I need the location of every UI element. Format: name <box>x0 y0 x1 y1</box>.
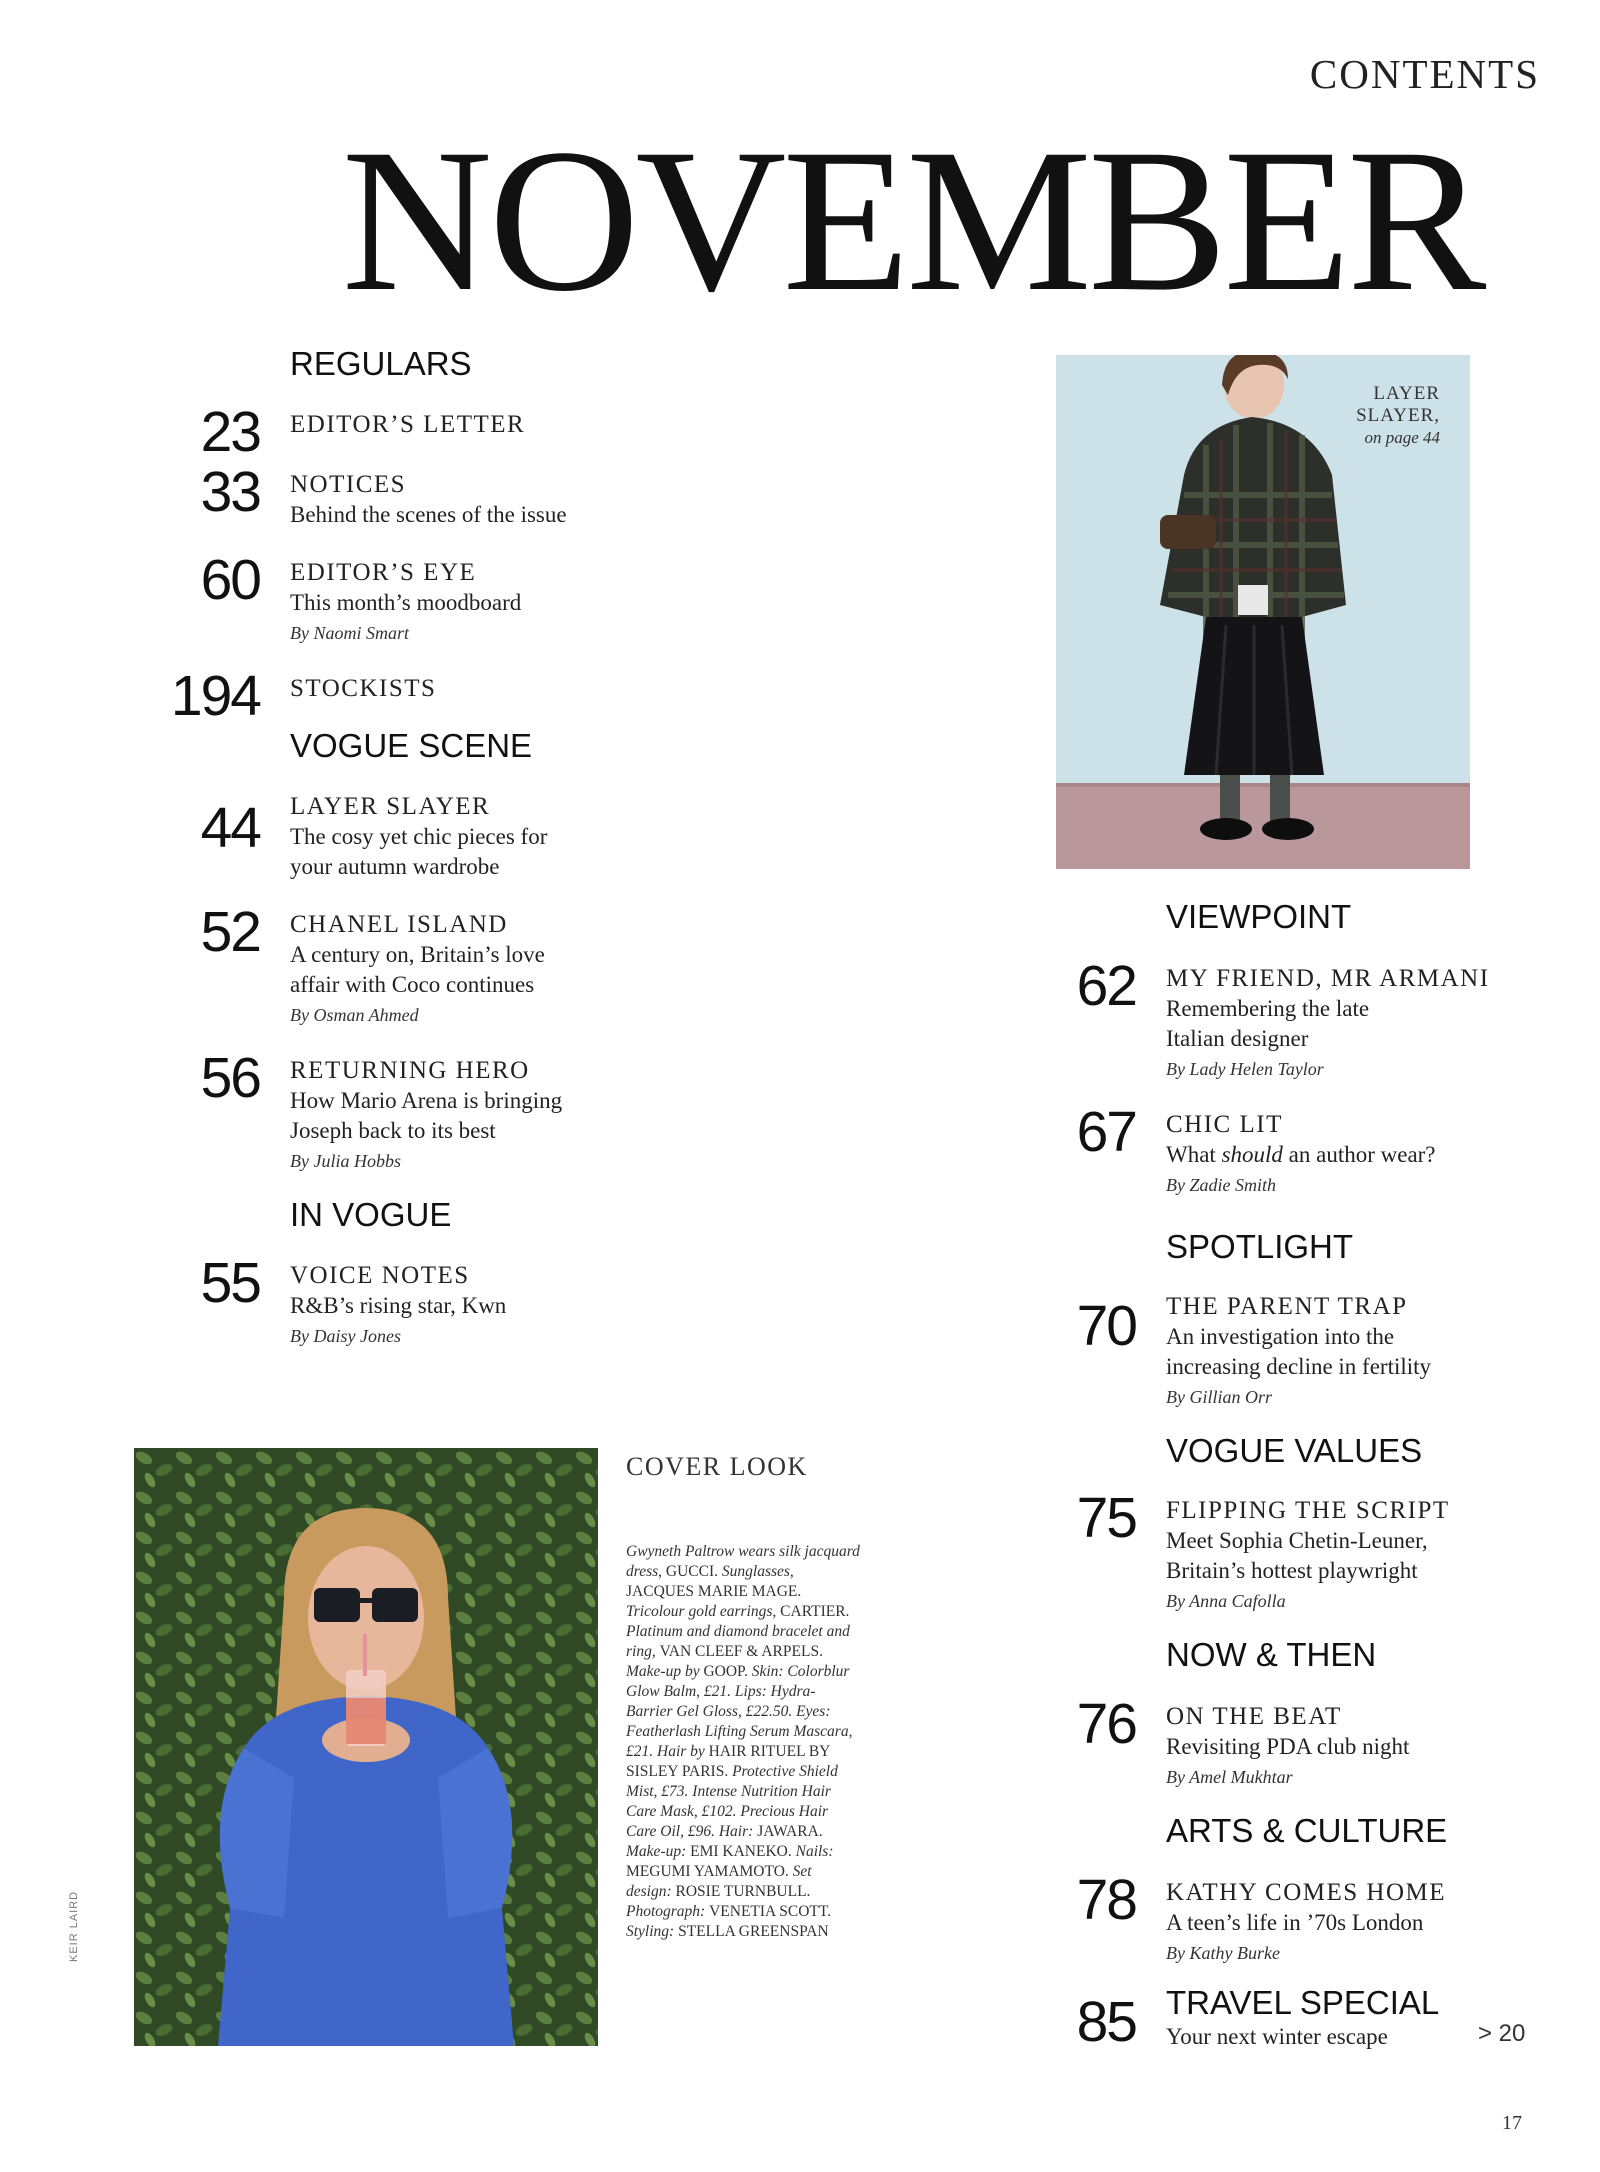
entry-title: VOICE NOTES <box>290 1262 470 1289</box>
credit-run: VAN CLEEF & ARPELS. <box>659 1643 823 1660</box>
entry-description: Behind the scenes of the issue <box>290 502 567 527</box>
entry-byline: By Daisy Jones <box>290 1326 401 1346</box>
page-number: 33 <box>200 460 260 524</box>
toc-entry[interactable] <box>1076 1486 1586 1616</box>
credit-run: Sunglasses, <box>721 1563 794 1580</box>
entry-description: What should an author wear? <box>1166 1142 1436 1167</box>
entry-description: An investigation into the increasing decline in fertility <box>1166 1324 1432 1379</box>
entry-title: NOTICES <box>290 471 407 498</box>
credit-run: MEGUMI YAMAMOTO. <box>626 1863 793 1880</box>
entry-description: How Mario Arena is bringing Joseph back to its best <box>290 1088 563 1143</box>
page-number: 76 <box>1076 1692 1136 1756</box>
section-heading-arts-and-culture: ARTS & CULTURE <box>1166 1812 1448 1849</box>
page-number: 56 <box>200 1046 260 1110</box>
cover-model-illustration <box>134 1448 598 2046</box>
entry-title: RETURNING HERO <box>290 1057 530 1084</box>
page-number: 67 <box>1076 1100 1136 1164</box>
section-heading-vogue-scene: VOGUE SCENE <box>290 727 533 764</box>
entry-byline: By Osman Ahmed <box>290 1005 419 1025</box>
page-number: 44 <box>200 796 260 860</box>
credit-run: Make-up by <box>626 1663 704 1680</box>
toc-entry[interactable] <box>1076 1692 1586 1792</box>
toc-entry[interactable] <box>200 900 930 1030</box>
entry-title: MY FRIEND, MR ARMANI <box>1166 965 1490 992</box>
credit-run: Tricolour gold earrings, <box>626 1603 781 1620</box>
credit-run: HAIR RITUEL BY SISLEY PARIS. <box>626 1743 830 1780</box>
page-number: 78 <box>1076 1868 1136 1932</box>
credit-run: JACQUES MARIE MAGE. <box>626 1583 802 1600</box>
section-heading-travel-special: TRAVEL SPECIAL <box>1166 1984 1440 2021</box>
toc-entry[interactable] <box>200 548 930 648</box>
issue-month-masthead: NOVEMBER <box>341 107 1483 334</box>
entry-title: CHANEL ISLAND <box>290 911 508 938</box>
cover-credits <box>626 1542 860 1942</box>
toc-entry[interactable] <box>1076 1292 1586 1412</box>
page-number: 70 <box>1076 1294 1136 1358</box>
entry-byline: By Kathy Burke <box>1166 1943 1280 1963</box>
section-label: CONTENTS <box>1309 51 1540 97</box>
toc-entry[interactable] <box>170 664 930 728</box>
toc-entry[interactable] <box>200 1251 930 1351</box>
credit-run: Protective Shield Mist, £73. Intense Nutrition Hair Care Mask, £102. Precious Hair Care Oil, £96. Hair: <box>626 1763 838 1840</box>
entry-byline: By Zadie Smith <box>1166 1175 1276 1195</box>
section-heading-regulars: REGULARS <box>290 345 472 382</box>
photo-credit: KEIR LAIRD <box>68 1890 80 1962</box>
cover-look-photo[interactable] <box>134 1448 598 2046</box>
section-heading-spotlight: SPOTLIGHT <box>1166 1228 1354 1265</box>
entry-byline: By Gillian Orr <box>1166 1387 1272 1407</box>
credit-run: Styling: <box>626 1923 679 1940</box>
page-number: 62 <box>1076 954 1136 1018</box>
page-number: 55 <box>200 1251 260 1315</box>
credit-run: GUCCI. <box>665 1563 722 1580</box>
entry-description: R&B’s rising star, Kwn <box>290 1293 507 1318</box>
credit-run: CARTIER. <box>780 1603 850 1620</box>
section-heading-viewpoint: VIEWPOINT <box>1166 898 1352 935</box>
page-number: 85 <box>1076 1990 1136 2054</box>
toc-entry[interactable] <box>1076 1100 1586 1200</box>
entry-description: Your next winter escape <box>1166 2024 1388 2049</box>
entry-title: THE PARENT TRAP <box>1166 1293 1408 1320</box>
entry-byline: By Julia Hobbs <box>290 1151 401 1171</box>
toc-entry[interactable] <box>1076 1868 1586 1968</box>
entry-title: EDITOR’S EYE <box>290 559 477 586</box>
entry-title: ON THE BEAT <box>1166 1703 1342 1730</box>
entry-description: Meet Sophia Chetin-Leuner, Britain’s hottest playwright <box>1166 1528 1428 1583</box>
entry-description: This month’s moodboard <box>290 590 522 615</box>
entry-title: FLIPPING THE SCRIPT <box>1166 1497 1450 1524</box>
entry-title: LAYER SLAYER <box>290 793 491 820</box>
page-number: 52 <box>200 900 260 964</box>
layer-slayer-photo[interactable] <box>1056 355 1470 869</box>
photo-caption: LAYER SLAYER, on page 44 <box>1356 383 1440 447</box>
entry-description: A teen’s life in ’70s London <box>1166 1910 1424 1935</box>
credit-run: Make-up: <box>626 1843 691 1860</box>
credit-run: JAWARA. <box>757 1823 823 1840</box>
page-number: 75 <box>1076 1486 1136 1550</box>
toc-entry[interactable] <box>200 400 930 464</box>
page-number: 23 <box>200 400 260 464</box>
entry-byline: By Amel Mukhtar <box>1166 1767 1293 1787</box>
credit-run: EMI KANEKO. <box>690 1843 796 1860</box>
page-number-footer: 17 <box>1502 2112 1522 2134</box>
credit-run: Set design: <box>626 1863 812 1900</box>
credit-run: ROSIE TURNBULL. <box>675 1883 811 1900</box>
entry-description: Remembering the late Italian designer <box>1166 996 1370 1051</box>
entry-description: A century on, Britain’s love affair with Coco continues <box>290 942 545 997</box>
toc-entry[interactable] <box>1076 954 1586 1084</box>
credit-run: Nails: <box>795 1843 834 1860</box>
section-heading-now-and-then: NOW & THEN <box>1166 1636 1377 1673</box>
entry-description: The cosy yet chic pieces for your autumn wardrobe <box>290 824 548 879</box>
page-number: 194 <box>170 664 260 728</box>
entry-byline: By Anna Cafolla <box>1166 1591 1286 1611</box>
credit-run: Platinum and diamond bracelet and ring, <box>626 1623 850 1660</box>
toc-entry[interactable] <box>200 1046 930 1176</box>
credit-run: GOOP. <box>703 1663 752 1680</box>
credit-run: VENETIA SCOTT. <box>709 1903 832 1920</box>
toc-entry[interactable] <box>200 792 930 882</box>
credit-run: Photograph: <box>626 1903 710 1920</box>
credit-run: Skin: Colorblur Glow Balm, £21. Lips: Hydra-Barrier Gel Gloss, £22.50. Eyes: Featherlash Lifting Serum Mascara, £21. Hair by <box>626 1663 853 1760</box>
entry-title: STOCKISTS <box>290 675 437 702</box>
page-number: 60 <box>200 548 260 612</box>
entry-description: Revisiting PDA club night <box>1166 1734 1410 1759</box>
entry-title: EDITOR’S LETTER <box>290 411 526 438</box>
credit-run: STELLA GREENSPAN <box>678 1923 829 1940</box>
section-heading-vogue-values: VOGUE VALUES <box>1166 1432 1423 1469</box>
entry-title: CHIC LIT <box>1166 1111 1283 1138</box>
next-page-arrow[interactable]: > 20 <box>1478 2020 1526 2047</box>
entry-byline: By Naomi Smart <box>290 623 409 643</box>
entry-byline: By Lady Helen Taylor <box>1166 1059 1324 1079</box>
toc-entry[interactable] <box>200 460 930 530</box>
credit-run: Gwyneth Paltrow wears silk jacquard dress, <box>626 1543 860 1580</box>
cover-look-heading: COVER LOOK <box>626 1452 808 1481</box>
section-heading-in-vogue: IN VOGUE <box>290 1196 452 1233</box>
entry-title: KATHY COMES HOME <box>1166 1879 1447 1906</box>
